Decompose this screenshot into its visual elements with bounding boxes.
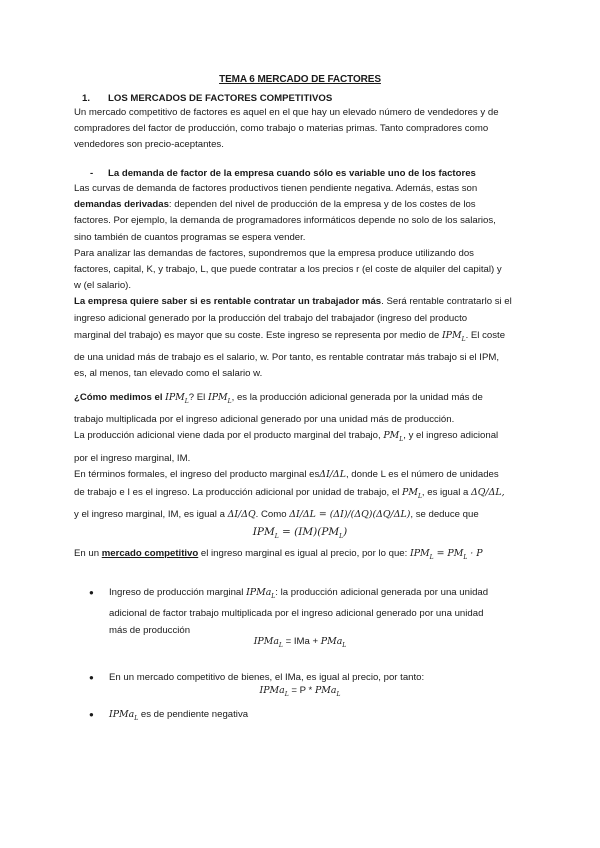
intro-line: Un mercado competitivo de factores es aquel en el que hay un elevado número de vendedores y de [74,107,499,118]
section-title: LOS MERCADOS DE FACTORES COMPETITIVOS [108,93,333,104]
bold-question: ¿Cómo medimos el [74,392,163,403]
math-pm: $PM_L$ [383,430,404,444]
bold-term: mercado competitivo [101,548,199,559]
math-ipm: $IPM_L$ [441,329,466,343]
main-equation: $IPM_L = (IM)(PM_L)$ [252,526,348,540]
text-line [74,328,526,348]
bullet-item-slope: IPMa$_L$ es de pendiente negativa [109,709,249,722]
math-ipma: IPMa$_L$ [109,709,139,722]
derived-demand-paragraph [74,181,526,382]
bold-term: demandas derivadas [74,199,169,211]
math-ipm: $IPM_L$ [208,392,232,405]
section-number: 1. [82,93,91,104]
ipma-equation: IPMa$_L$ = IMa + PMa$_L$ [253,636,347,649]
bullet-icon: ● [89,673,94,682]
math-di-dq: ΔI/ΔQ [227,509,256,521]
text-line: ¿Cómo medimos el $IPM_L$? El $IPM_L$, es la producción adicional generada por la unidad más de [74,392,483,405]
text-line: y el ingreso marginal, IM, es igual a ΔI/ΔQ. Como ΔI/ΔL = (ΔI)/(ΔQ)(ΔQ/ΔL), se deduce que [74,509,479,521]
subsection-heading: La demanda de factor de la empresa cuando sólo es variable uno de los factores [108,168,476,179]
dash-marker: - [90,168,94,179]
math-ipma: IPMa$_L$ [246,587,276,600]
text-line: factores, capital, K, y trabajo, L, que puede contratar a los precios r (el coste de alquiler del capital) y [74,264,502,276]
bullet-item-ipma: Ingreso de producción marginal IPMa$_L$: la producción adicional generada por una unidad adicional de factor trabajo multiplicada por el ingreso adicional generado por una unidad más de producción [109,587,489,636]
text-span: : dependen del nivel de producción de la empresa y de los costes de los [168,199,476,211]
text-line: trabajo multiplicada por el ingreso adicional generado por una unidad más de producción. [74,414,455,426]
text-line [74,294,526,310]
intro-line: vendedores son precio-aceptantes. [74,139,224,151]
math-chain-rule: ΔI/ΔL = (ΔI)/(ΔQ)(ΔQ/ΔL) [289,509,411,521]
math-di-dl: ΔI/ΔL [319,468,346,480]
text-line: sino también de cuantos programas se espera vender. [74,231,306,243]
page-title: TEMA 6 MERCADO DE FACTORES [219,74,381,85]
text-line: es, al menos, tan elevado como el salario w. [74,368,263,380]
text-line: w (el salario). [74,280,132,292]
math-dq-dl: ΔQ/ΔL, [471,487,505,499]
text-line: de trabajo e I es el ingreso. La producción adicional por unidad de trabajo, el $PM_L$, es igual a ΔQ/ΔL, [74,487,505,501]
math-pm: $PM_L$ [402,487,422,501]
text-line: En términos formales, el ingreso del producto marginal esΔI/ΔL, donde L es el número de unidades [74,468,499,480]
competitive-market-line: En un mercado competitivo el ingreso marginal es igual al precio, por lo que: $IPM_L = PM_L \cdot P$ [74,548,483,561]
math-ipm: $IPM_L$ [165,392,189,405]
measurement-paragraph [74,390,526,523]
text-line: factores. Por ejemplo, la demanda de programadores informáticos depende no solo de los salarios, [74,215,496,227]
text-line [74,197,526,213]
bullet-icon: ● [89,588,94,597]
text-line: La producción adicional viene dada por el producto marginal del trabajo, $PM_L$, y el ingreso adicional [74,430,499,444]
text-line: por el ingreso marginal, IM. [74,452,191,464]
text-span: . El coste [465,329,506,341]
text-line: ingreso adicional generado por la producción del trabajo del trabajador (ingreso del producto [74,312,468,324]
bullet-icon: ● [89,710,94,719]
math-competitive-eq: $IPM_L = PM_L \cdot P$ [409,548,483,561]
text-line: Para analizar las demandas de factores, supondremos que la empresa produce utilizando dos [74,247,474,259]
text-line: Las curvas de demanda de factores productivos tienen pendiente negativa. Además, estas son [74,183,478,194]
intro-paragraph [74,105,526,154]
competitive-ipma-equation: IPMa$_L$ = P * PMa$_L$ [259,685,341,698]
text-line: de una unidad más de trabajo es el salario, w. Por tanto, es rentable contratar más trabajo si el IPM, [74,352,500,364]
text-span: marginal del trabajo) es mayor que su coste. Este ingreso se representa por medio de [74,329,440,341]
intro-line: compradores del factor de producción, como trabajo o materias primas. Tanto compradores como [74,123,489,135]
bullet-item-competitive: En un mercado competitivo de bienes, el IMa, es igual al precio, por tanto: [109,672,425,683]
bold-sentence: La empresa quiere saber si es rentable contratar un trabajador más [74,296,382,308]
text-span: . Será rentable contratarlo si el [381,296,512,308]
